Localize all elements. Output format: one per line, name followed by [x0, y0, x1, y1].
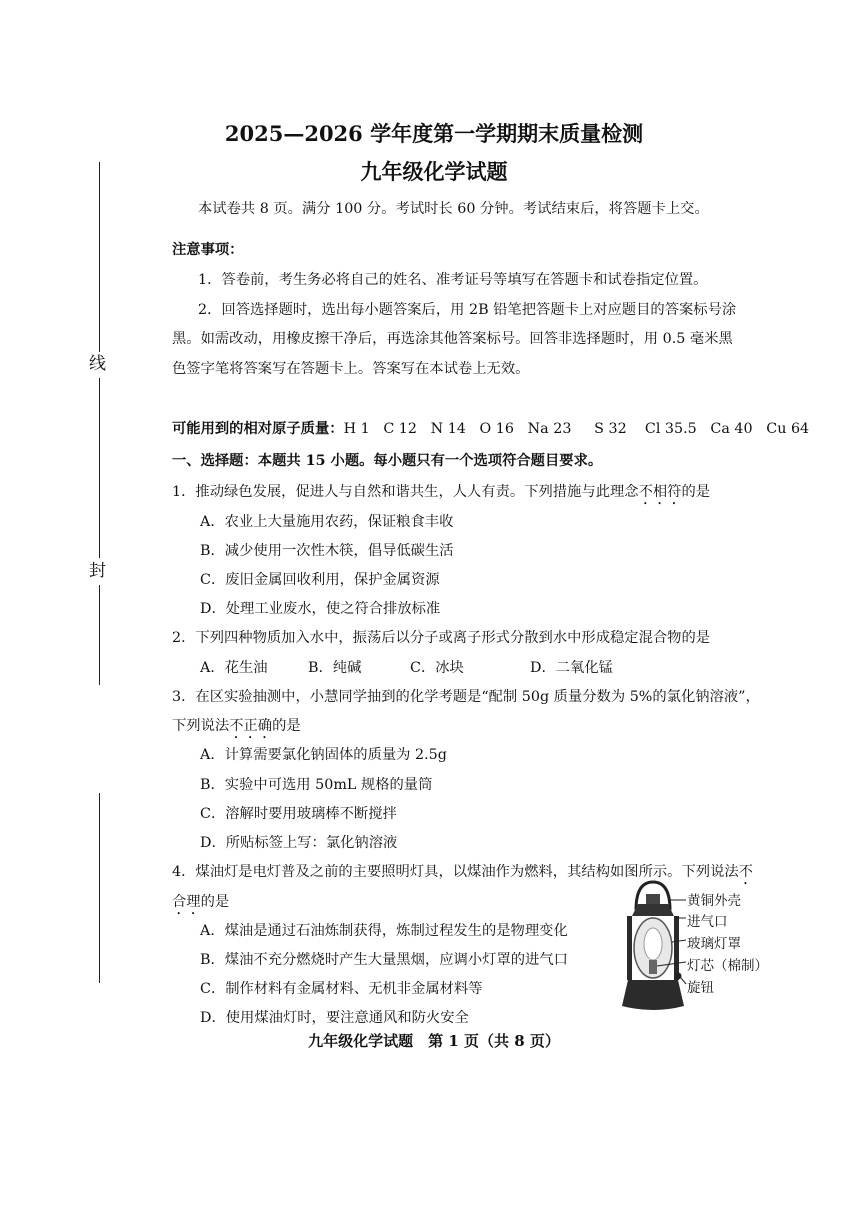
- figure-label-glass-shade: 玻璃灯罩: [687, 936, 741, 952]
- section-1-heading: 一、选择题：本题共 15 小题。每小题只有一个选项符合题目要求。: [172, 453, 603, 469]
- atomic-mass-na: Na 23: [527, 421, 572, 437]
- atomic-mass-c: C 12: [383, 421, 417, 437]
- atomic-mass-h: H 1: [343, 421, 370, 437]
- q2-option-b: B．纯碱: [308, 660, 362, 676]
- q4-stem-emphasis-1: 不: [738, 864, 753, 880]
- binding-line-top: [99, 162, 100, 352]
- q4-option-c: C．制作材料有金属材料、无机非金属材料等: [200, 981, 483, 997]
- q4-option-a: A．煤油是通过石油炼制获得，炼制过程发生的是物理变化: [200, 923, 568, 939]
- q4-stem-line-2: [172, 893, 229, 918]
- q4-option-b: B．煤油不充分燃烧时产生大量黑烟，应调小灯罩的进气口: [200, 952, 568, 968]
- atomic-mass-o: O 16: [479, 421, 514, 437]
- lamp-top-cap: [632, 904, 674, 916]
- q1-stem-text: 1．推动绿色发展，促进人与自然和谐共生，人人有责。下列措施与此理念: [172, 484, 639, 500]
- q3-option-b: B．实验中可选用 50mL 规格的量筒: [200, 777, 433, 793]
- q1-stem-emphasis: 不相符: [638, 484, 682, 500]
- atomic-mass-n: N 14: [430, 421, 466, 437]
- lamp-knob: [675, 973, 682, 980]
- q1-stem-end: 的是: [681, 484, 711, 500]
- exam-subtitle: 九年级化学试题: [360, 159, 508, 184]
- kerosene-lamp-figure: [618, 880, 688, 1015]
- lamp-flame: [644, 928, 662, 960]
- binding-label-feng: 封: [89, 561, 106, 581]
- figure-label-brass-shell: 黄铜外壳: [687, 893, 741, 909]
- binding-line-middle: [99, 378, 100, 558]
- q2-option-a: A．花生油: [200, 660, 268, 676]
- binding-line-middle-lower: [99, 585, 100, 685]
- note-line-3: 黑。如需改动，用橡皮擦干净后，再选涂其他答案标号。回答非选择题时，用 0.5 毫米黑: [172, 331, 733, 347]
- q1-option-c: C．废旧金属回收利用，保护金属资源: [200, 572, 440, 588]
- atomic-mass-s: S 32: [594, 421, 627, 437]
- q1-option-d: D．处理工业废水，使之符合排放标准: [200, 601, 441, 617]
- note-line-4: 色签字笔将答案写在答题卡上。答案写在本试卷上无效。: [172, 361, 530, 377]
- atomic-mass-row: [172, 420, 809, 438]
- atomic-mass-ca: Ca 40: [710, 421, 753, 437]
- q4-stem-end: 的是: [200, 894, 230, 910]
- q4-stem-emphasis-2: 合理: [172, 894, 201, 910]
- q3-option-d: D．所贴标签上写：氯化钠溶液: [200, 835, 398, 851]
- figure-label-air-inlet: 进气口: [687, 914, 728, 930]
- q3-option-a: A．计算需要氯化钠固体的质量为 2.5g: [200, 747, 447, 763]
- note-line-1: 1．答卷前，考生务必将自己的姓名、准考证号等填写在答题卡和试卷指定位置。: [198, 272, 708, 288]
- lamp-frame-right: [674, 916, 679, 980]
- binding-line-bottom: [99, 793, 100, 983]
- atomic-mass-cu: Cu 64: [766, 421, 810, 437]
- lamp-wick: [649, 960, 657, 974]
- lamp-chimney: [646, 894, 660, 904]
- atomic-mass-cl: Cl 35.5: [644, 421, 697, 437]
- note-line-2: 2．回答选择题时，选出每小题答案后，用 2B 铅笔把答题卡上对应题目的答案标号涂: [198, 302, 737, 318]
- exam-title: 2025—2026 学年度第一学期期末质量检测: [224, 121, 644, 146]
- lamp-frame-left: [627, 916, 632, 980]
- figure-label-wick: 灯芯（棉制）: [687, 958, 768, 974]
- q2-stem: 2．下列四种物质加入水中，振荡后以分子或离子形式分散到水中形成稳定混合物的是: [172, 630, 711, 646]
- page-footer: 九年级化学试题 第 1 页（共 8 页）: [308, 1032, 560, 1050]
- q4-stem-text: 4．煤油灯是电灯普及之前的主要照明灯具，以煤油作为燃料，其结构如图所示。下列说法: [172, 864, 739, 880]
- atomic-mass-label: 可能用到的相对原子质量：: [172, 421, 344, 437]
- q2-option-d: D．二氧化锰: [530, 660, 613, 676]
- q3-option-c: C．溶解时要用玻璃棒不断搅拌: [200, 806, 397, 822]
- q3-stem-text: 下列说法: [172, 718, 230, 734]
- q2-option-c: C．冰块: [410, 660, 464, 676]
- q3-stem-line-1: 3．在区实验抽测中，小慧同学抽到的化学考题是“配制 50g 质量分数为 5%的氯化钠溶液”，: [172, 689, 760, 705]
- notes-heading: 注意事项：: [172, 242, 244, 258]
- q4-option-d: D．使用煤油灯时，要注意通风和防火安全: [200, 1010, 469, 1026]
- binding-label-xian: 线: [89, 354, 106, 374]
- q3-stem-line-2: [172, 717, 301, 742]
- q3-stem-end: 的是: [272, 718, 301, 734]
- q1-option-b: B．减少使用一次性木筷，倡导低碳生活: [200, 543, 454, 559]
- q3-stem-emphasis: 不正确: [229, 718, 273, 734]
- q1-stem: [172, 483, 710, 508]
- exam-intro: 本试卷共 8 页。满分 100 分。考试时长 60 分钟。考试结束后，将答题卡上交。: [198, 201, 709, 217]
- figure-label-knob: 旋钮: [687, 980, 714, 996]
- q1-option-a: A．农业上大量施用农药，保证粮食丰收: [200, 514, 454, 530]
- lamp-fuel-tank: [622, 980, 684, 1010]
- leader-knob: [681, 978, 686, 984]
